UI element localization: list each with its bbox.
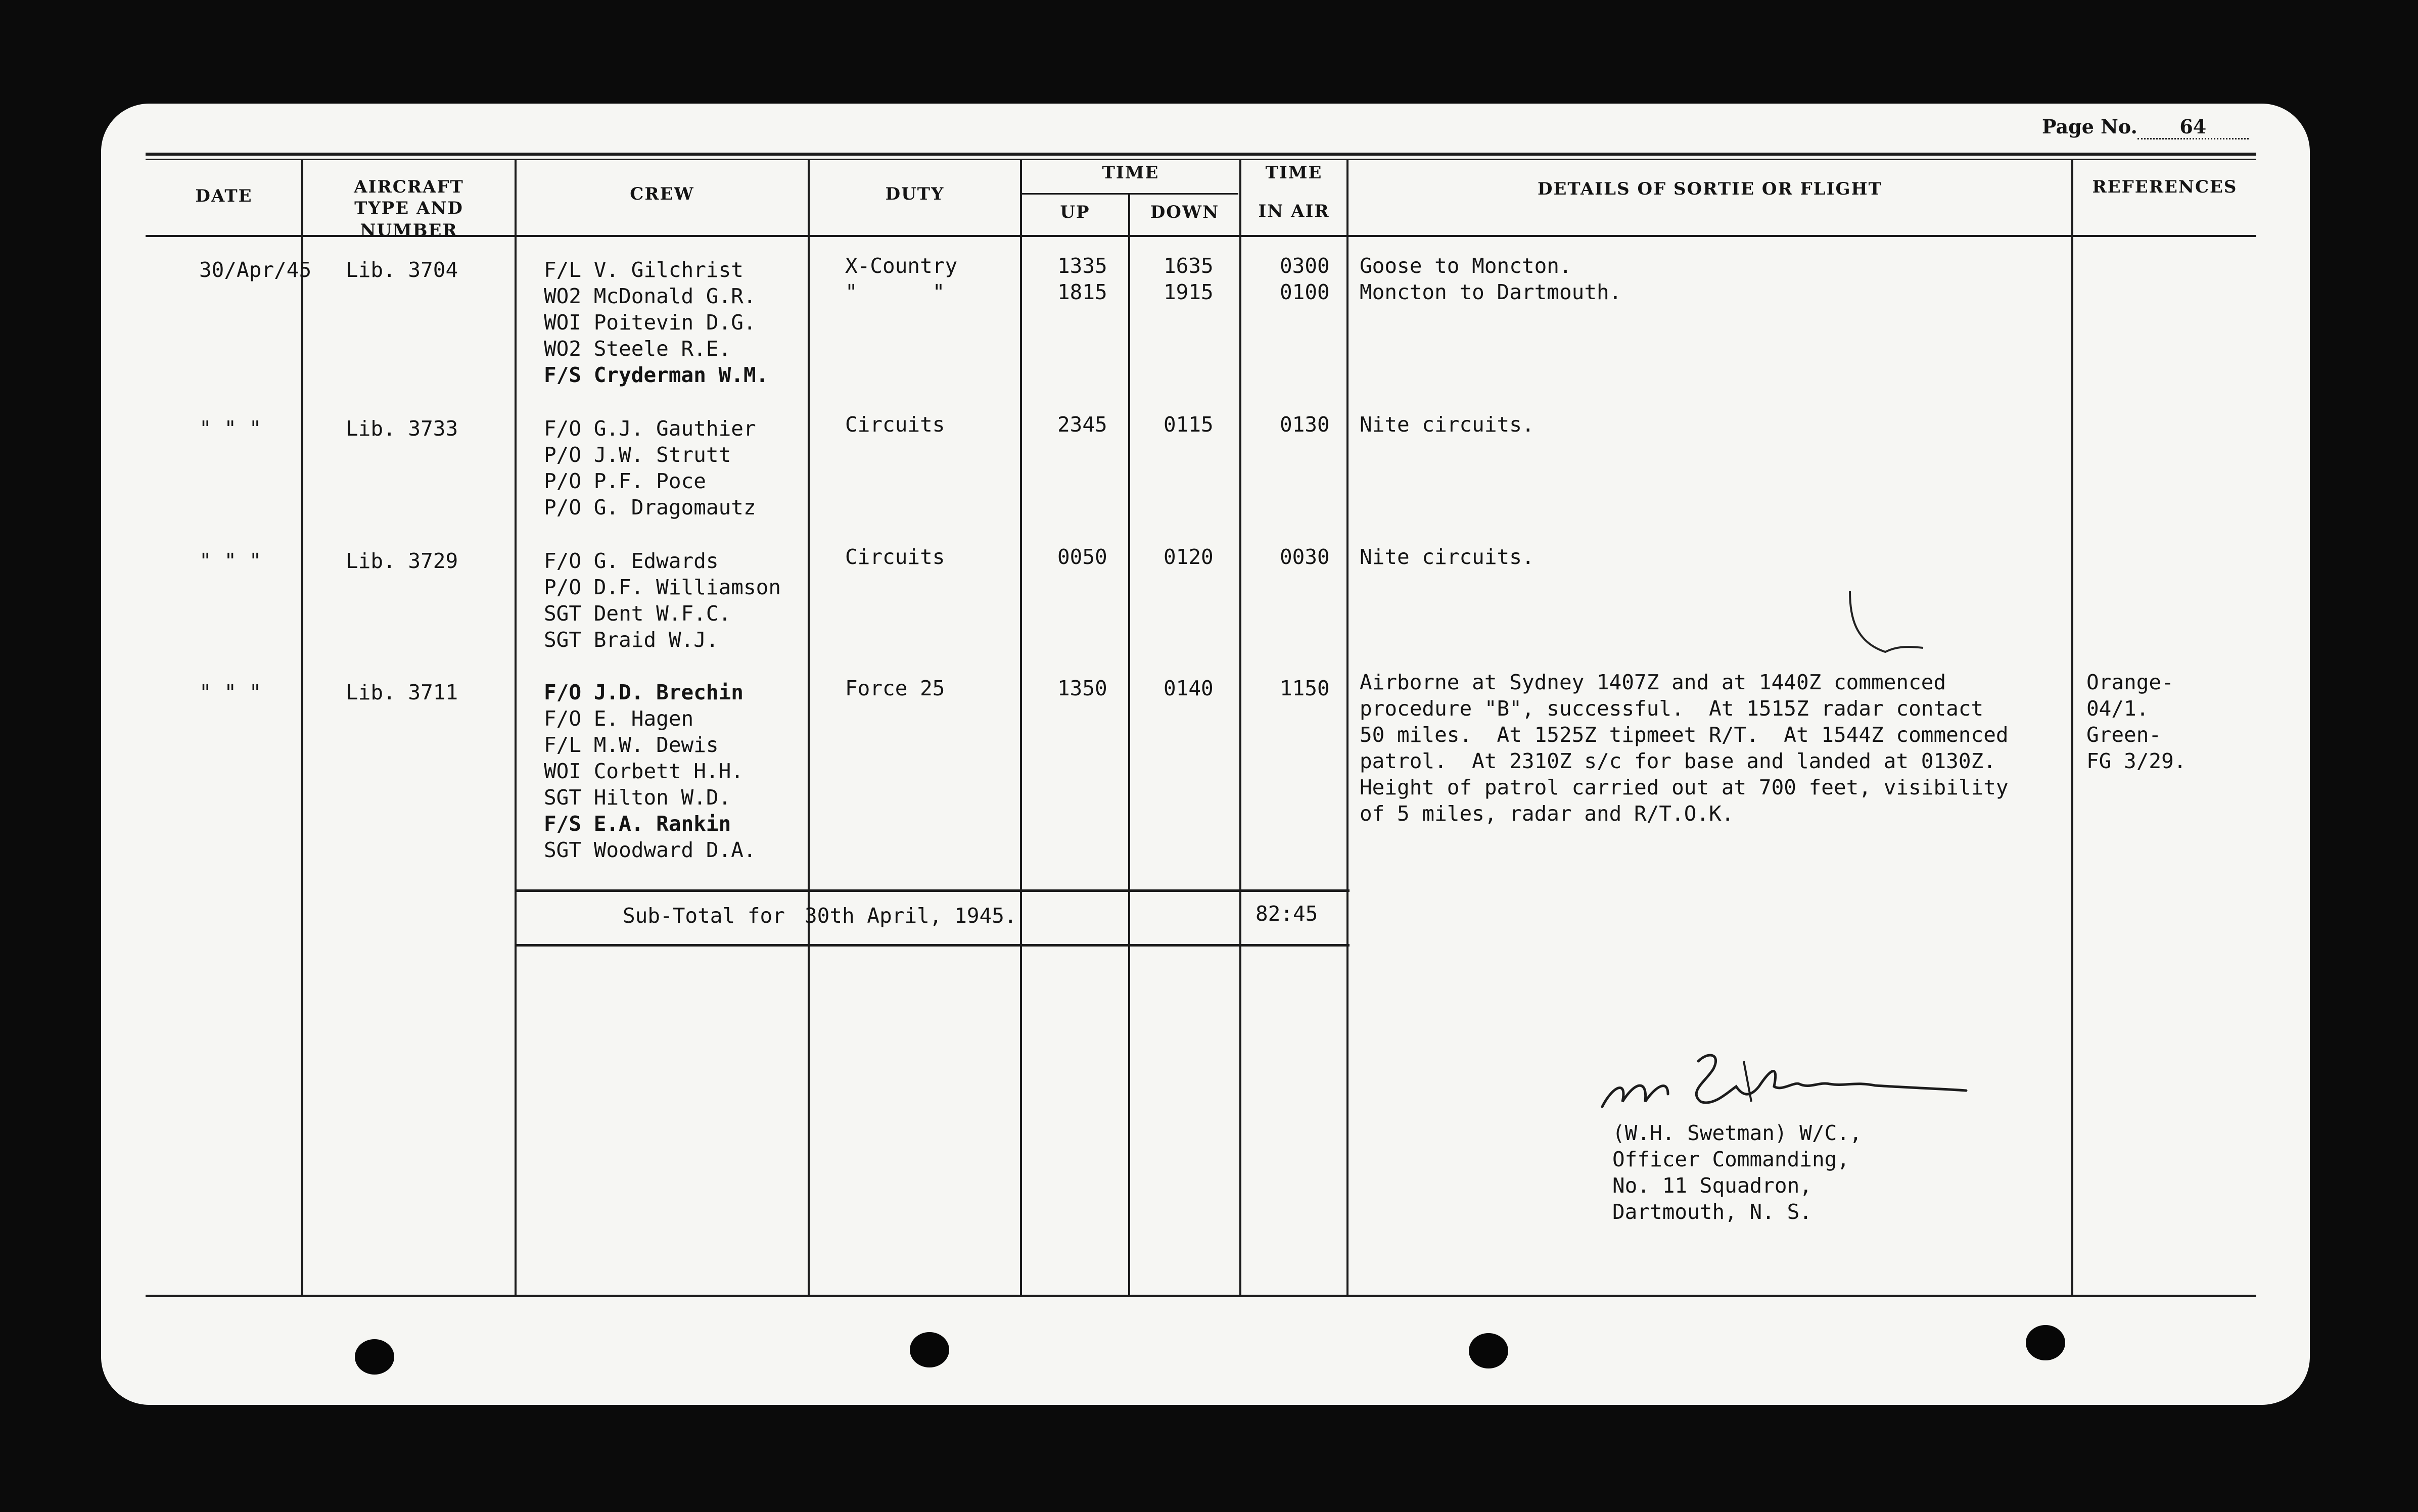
entry-1-details-1: Goose to Moncton. <box>1360 254 1572 278</box>
entry-3-crew-1: F/O G. Edwards <box>544 549 719 573</box>
header-date: DATE <box>195 186 253 206</box>
handwritten-signature <box>1592 1031 1986 1122</box>
entry-4-crew-6: F/S E.A. Rankin <box>544 812 731 836</box>
entry-3-crew-4: SGT Braid W.J. <box>544 628 719 652</box>
footer-rule <box>146 1295 2256 1297</box>
entry-4-crew-1: F/O J.D. Brechin <box>544 680 743 704</box>
header-time-air-line1: TIME <box>1265 163 1323 183</box>
entry-1-inair-1: 0300 <box>1280 254 1330 278</box>
entry-4-details-4: patrol. At 2310Z s/c for base and landed at 0130Z. <box>1360 749 1996 773</box>
entry-1-up-1: 1335 <box>1057 254 1107 278</box>
entry-3-crew-2: P/O D.F. Williamson <box>544 575 781 599</box>
subtotal-top-rule <box>516 889 1350 892</box>
col-divider-details <box>2071 159 2073 1296</box>
entry-4-crew-4: WOI Corbett H.H. <box>544 759 743 783</box>
col-divider-aircraft <box>515 159 517 1296</box>
col-divider-crew <box>808 159 810 1296</box>
entry-1-crew-1: F/L V. Gilchrist <box>544 258 743 282</box>
entry-1-crew-5: F/S Cryderman W.M. <box>544 363 769 387</box>
entry-4-down: 0140 <box>1164 676 1214 700</box>
pencil-mark <box>1840 586 1931 662</box>
entry-4-crew-3: F/L M.W. Dewis <box>544 733 719 757</box>
entry-1-date: 30/Apr/45 <box>199 258 312 282</box>
entry-4-date: " " " <box>199 680 262 704</box>
subtotal-value: 82:45 <box>1256 902 1318 926</box>
subtotal-date: 30th April, 1945. <box>805 904 1017 928</box>
entry-4-ref-4: FG 3/29. <box>2086 749 2187 773</box>
header-time: TIME <box>1102 163 1159 183</box>
entry-4-details-3: 50 miles. At 1525Z tipmeet R/T. At 1544Z commenced <box>1360 723 2009 747</box>
entry-1-crew-2: WO2 McDonald G.R. <box>544 284 756 308</box>
binder-hole-2 <box>910 1332 949 1367</box>
entry-4-crew-5: SGT Hilton W.D. <box>544 785 731 810</box>
col-divider-duty <box>1020 159 1022 1296</box>
top-rule <box>146 153 2256 156</box>
entry-4-details-5: Height of patrol carried out at 700 feet, visibility <box>1360 775 2009 799</box>
entry-1-crew-3: WOI Poitevin D.G. <box>544 310 756 335</box>
entry-4-crew-2: F/O E. Hagen <box>544 706 694 731</box>
header-aircraft-line2: TYPE AND NUMBER <box>354 198 463 241</box>
entry-3-duty: Circuits <box>845 545 945 569</box>
entry-1-duty-1: X-Country <box>845 254 958 278</box>
entry-4-ref-1: Orange- <box>2086 670 2174 694</box>
page-number: 64 <box>2137 115 2249 139</box>
signature-line-4: Dartmouth, N. S. <box>1612 1200 1812 1224</box>
subtotal-label: Sub-Total for <box>623 904 785 928</box>
entry-2-date: " " " <box>199 416 262 441</box>
entry-2-up: 2345 <box>1057 412 1107 437</box>
col-divider-inair <box>1346 159 1348 1296</box>
entry-4-ref-3: Green- <box>2086 723 2162 747</box>
entry-3-aircraft: Lib. 3729 <box>346 549 458 573</box>
top-rule-thin <box>146 159 2256 160</box>
header-references: REFERENCES <box>2092 177 2238 197</box>
entry-3-details: Nite circuits. <box>1360 545 1534 569</box>
entry-2-inair: 0130 <box>1280 412 1330 437</box>
header-crew: CREW <box>630 184 694 204</box>
col-divider-up <box>1128 193 1130 1296</box>
entry-4-up: 1350 <box>1057 676 1107 700</box>
entry-2-crew-1: F/O G.J. Gauthier <box>544 416 756 441</box>
entry-2-crew-3: P/O P.F. Poce <box>544 469 706 493</box>
entry-3-inair: 0030 <box>1280 545 1330 569</box>
entry-1-details-2: Moncton to Dartmouth. <box>1360 280 1622 304</box>
entry-1-aircraft: Lib. 3704 <box>346 258 458 282</box>
entry-3-date: " " " <box>199 549 262 573</box>
header-duty: DUTY <box>885 184 945 204</box>
binder-hole-3 <box>1469 1333 1508 1368</box>
header-time-air-line2: IN AIR <box>1258 201 1330 221</box>
entry-3-down: 0120 <box>1164 545 1214 569</box>
entry-4-details-2: procedure "B", successful. At 1515Z radar contact <box>1360 696 1984 721</box>
signature-line-1: (W.H. Swetman) W/C., <box>1612 1121 1862 1145</box>
entry-4-inair: 1150 <box>1280 676 1330 700</box>
entry-1-down-1: 1635 <box>1164 254 1214 278</box>
header-up: UP <box>1060 202 1090 222</box>
entry-1-down-2: 1915 <box>1164 280 1214 304</box>
entry-2-details: Nite circuits. <box>1360 412 1534 437</box>
entry-4-ref-2: 04/1. <box>2086 696 2149 721</box>
entry-1-duty-2: " " <box>845 280 945 304</box>
header-details: DETAILS OF SORTIE OR FLIGHT <box>1538 179 1882 199</box>
entry-2-crew-2: P/O J.W. Strutt <box>544 443 731 467</box>
entry-4-aircraft: Lib. 3711 <box>346 680 458 704</box>
binder-hole-1 <box>355 1339 394 1375</box>
binder-hole-4 <box>2026 1325 2065 1360</box>
entry-4-crew-7: SGT Woodward D.A. <box>544 838 756 862</box>
entry-1-crew-4: WO2 Steele R.E. <box>544 337 731 361</box>
entry-1-up-2: 1815 <box>1057 280 1107 304</box>
header-down: DOWN <box>1150 202 1220 222</box>
col-divider-down <box>1239 159 1241 1296</box>
signature-line-3: No. 11 Squadron, <box>1612 1173 1812 1198</box>
subtotal-bottom-rule <box>516 944 1350 947</box>
page-number-label <box>2042 115 2249 139</box>
entry-3-up: 0050 <box>1057 545 1107 569</box>
entry-2-crew-4: P/O G. Dragomautz <box>544 495 756 519</box>
signature-text: W Swetman <box>1592 1119 1598 1120</box>
col-divider-date <box>301 159 303 1296</box>
entry-2-duty: Circuits <box>845 412 945 437</box>
entry-4-details-1: Airborne at Sydney 1407Z and at 1440Z commenced <box>1360 670 1946 694</box>
entry-4-duty: Force 25 <box>845 676 945 700</box>
entry-4-details-6: of 5 miles, radar and R/T.O.K. <box>1360 801 1734 826</box>
signature-line-2: Officer Commanding, <box>1612 1147 1849 1171</box>
page-label: Page No. <box>2042 115 2137 138</box>
entry-2-aircraft: Lib. 3733 <box>346 416 458 441</box>
entry-3-crew-3: SGT Dent W.F.C. <box>544 601 731 626</box>
entry-1-inair-2: 0100 <box>1280 280 1330 304</box>
header-aircraft-line1: AIRCRAFT <box>354 177 464 197</box>
entry-2-down: 0115 <box>1164 412 1214 437</box>
